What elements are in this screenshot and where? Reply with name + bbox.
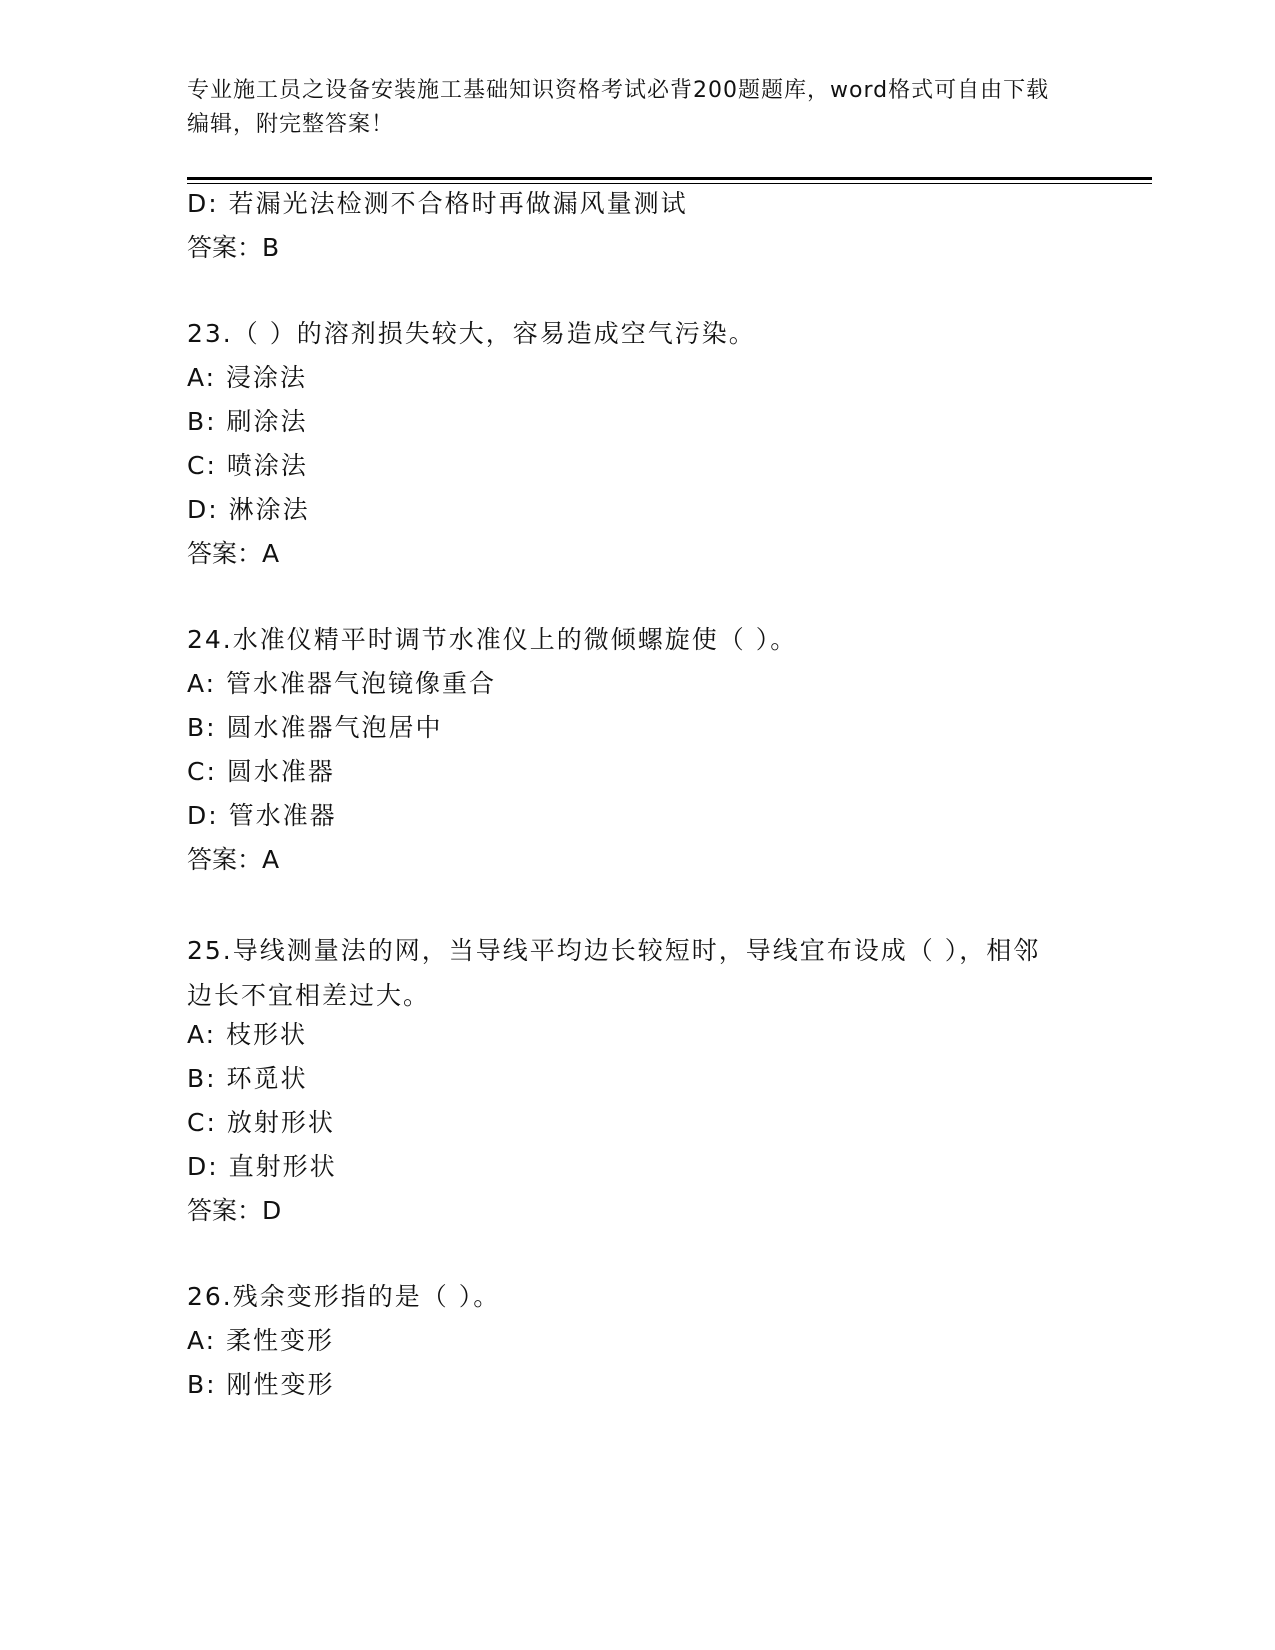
question-26-option-a: A: 柔性变形 <box>187 1326 335 1355</box>
question-23-option-b: B: 刷涂法 <box>187 407 308 436</box>
question-24-option-a: A: 管水准器气泡镜像重合 <box>187 669 497 698</box>
question-25-answer: 答案：D <box>187 1196 282 1225</box>
question-23-option-c: C: 喷涂法 <box>187 451 308 480</box>
carryover-option-d: D: 若漏光法检测不合格时再做漏风量测试 <box>187 189 688 218</box>
question-26-stem: 26.残余变形指的是（ ）。 <box>187 1282 501 1311</box>
question-23-option-a: A: 浸涂法 <box>187 363 308 392</box>
question-25-option-c: C: 放射形状 <box>187 1108 335 1137</box>
question-24-option-b: B: 圆水准器气泡居中 <box>187 713 443 742</box>
question-24-stem: 24.水准仪精平时调节水准仪上的微倾螺旋使（ ）。 <box>187 625 798 654</box>
question-24-option-d: D: 管水准器 <box>187 801 337 830</box>
question-23-stem: 23.（ ）的溶剂损失较大，容易造成空气污染。 <box>187 319 756 348</box>
question-24-answer: 答案：A <box>187 845 280 874</box>
question-26-option-b: B: 刚性变形 <box>187 1370 335 1399</box>
question-25-option-a: A: 枝形状 <box>187 1020 308 1049</box>
question-25-option-b: B: 环觅状 <box>187 1064 308 1093</box>
question-23-option-d: D: 淋涂法 <box>187 495 310 524</box>
question-25-option-d: D: 直射形状 <box>187 1152 337 1181</box>
document-header-title: 专业施工员之设备安装施工基础知识资格考试必背200题题库，word格式可自由下载编辑，附完整答案！ <box>187 78 1050 137</box>
carryover-answer: 答案：B <box>187 233 280 262</box>
question-24-option-c: C: 圆水准器 <box>187 757 335 786</box>
question-23-answer: 答案：A <box>187 539 280 568</box>
header-divider-thin <box>187 183 1152 184</box>
question-25-stem: 25.导线测量法的网，当导线平均边长较短时，导线宜布设成（ ），相邻边长不宜相差过大。 <box>187 936 1041 1010</box>
header-divider-thick <box>187 177 1152 180</box>
